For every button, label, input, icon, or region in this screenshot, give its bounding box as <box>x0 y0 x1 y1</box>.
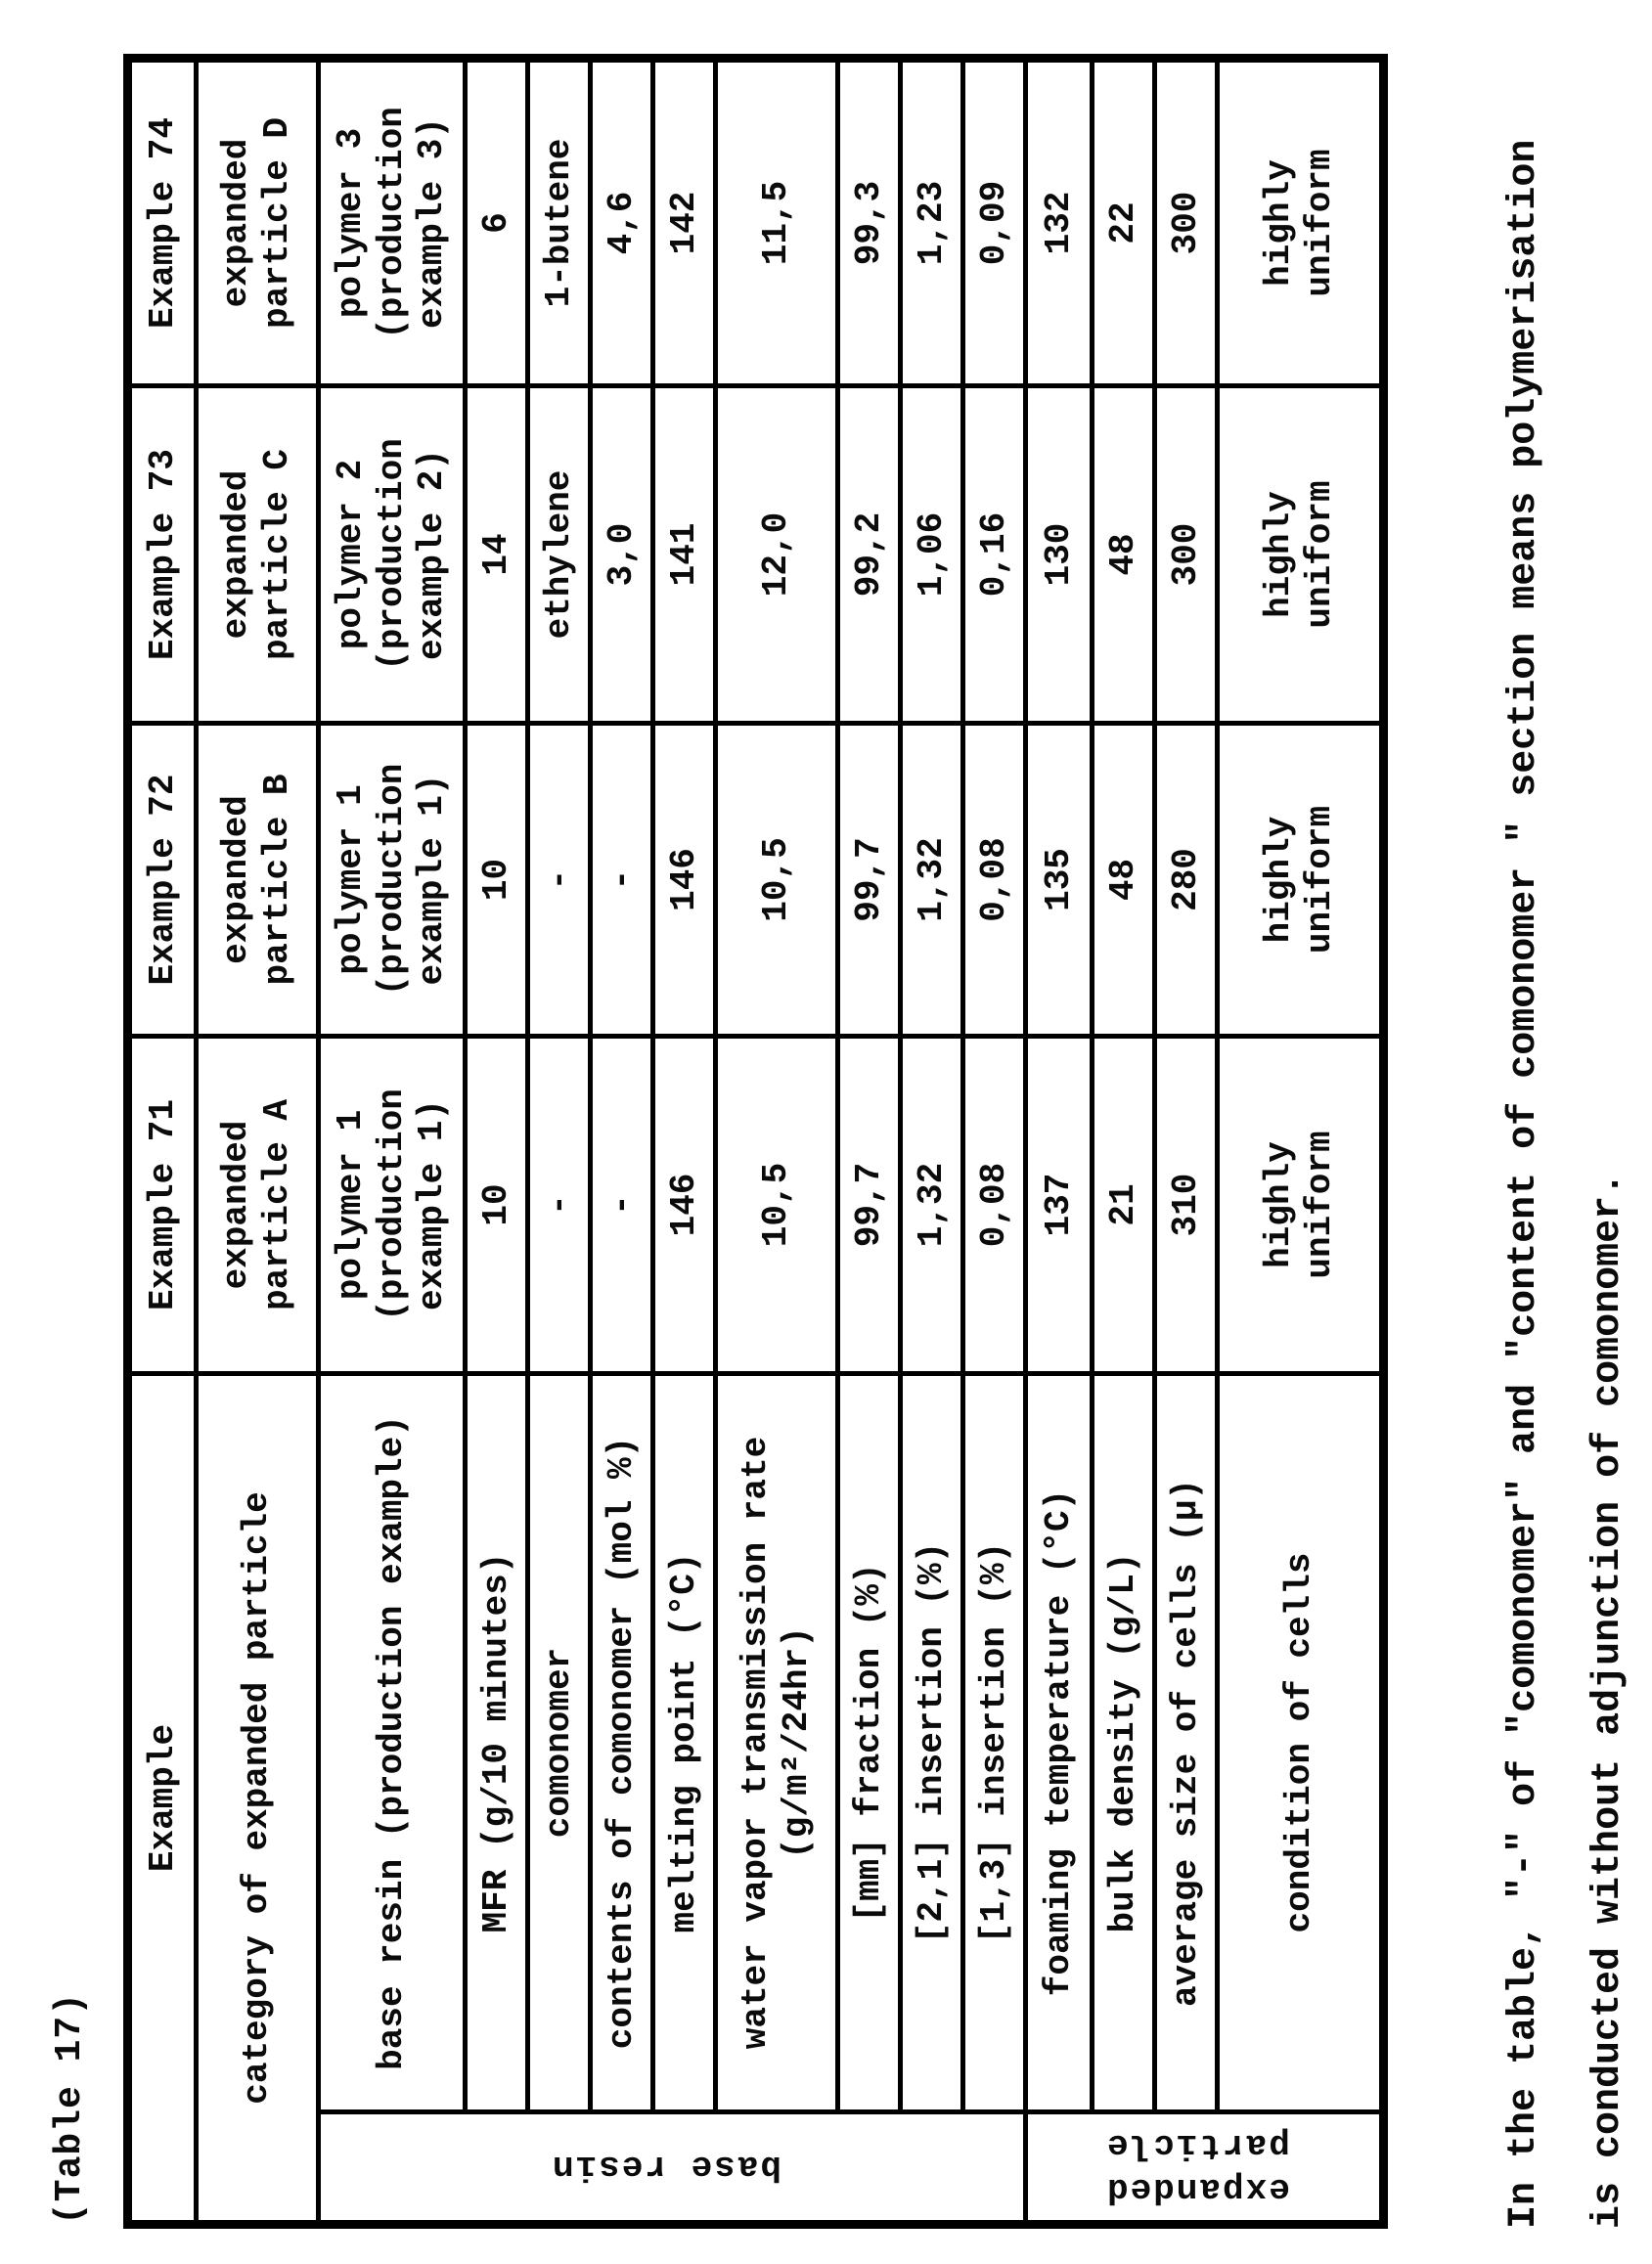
data-cell: highly uniform <box>1218 386 1384 724</box>
row-label: MFR (g/10 minutes) <box>466 1374 528 2112</box>
data-cell: 130 <box>1026 386 1093 724</box>
data-cell: expanded particle D <box>197 59 319 386</box>
table-caption: (Table 17) <box>49 1991 91 2225</box>
data-cell: 280 <box>1155 724 1218 1037</box>
data-cell: 10 <box>466 1037 528 1374</box>
data-cell: polymer 1 (production example 1) <box>319 1037 466 1374</box>
data-cell: 3,0 <box>591 386 653 724</box>
data-cell: 300 <box>1155 59 1218 386</box>
data-cell: 99,2 <box>838 386 901 724</box>
data-cell: - <box>528 724 591 1037</box>
data-cell: 132 <box>1026 59 1093 386</box>
table-row <box>197 59 319 2225</box>
row-label: comonomer <box>528 1374 591 2112</box>
row-label: [mm] fraction (%) <box>838 1374 901 2112</box>
data-cell: 6 <box>466 59 528 386</box>
row-group-expanded-particle <box>1026 2112 1384 2225</box>
data-cell: 1,06 <box>901 386 963 724</box>
data-cell: expanded particle C <box>197 386 319 724</box>
table-row <box>963 59 1026 2225</box>
table-row <box>653 59 716 2225</box>
table-row <box>1155 59 1218 2225</box>
data-cell: 12,0 <box>716 386 838 724</box>
table-row <box>128 59 197 2225</box>
data-cell: 137 <box>1026 1037 1093 1374</box>
corner-header: Example <box>128 1374 197 2225</box>
footnote-line: In the table, "-" of "comonomer" and "content of comonomer " section means polymerisation <box>1502 139 1546 2229</box>
row-label: foaming temperature (°C) <box>1026 1374 1093 2112</box>
data-cell: 99,7 <box>838 1037 901 1374</box>
column-header: Example 74 <box>128 59 197 386</box>
data-cell: 0,08 <box>963 1037 1026 1374</box>
data-cell: 10,5 <box>716 1037 838 1374</box>
data-cell: 1-butene <box>528 59 591 386</box>
data-cell: 310 <box>1155 1037 1218 1374</box>
data-cell: 0,16 <box>963 386 1026 724</box>
data-cell: 99,3 <box>838 59 901 386</box>
row-label: [1,3] insertion (%) <box>963 1374 1026 2112</box>
data-cell: 146 <box>653 1037 716 1374</box>
data-cell: 1,23 <box>901 59 963 386</box>
footnote-line: is conducted without adjunction of comonomer. <box>1586 1172 1630 2229</box>
data-cell: 1,32 <box>901 724 963 1037</box>
data-cell: 99,7 <box>838 724 901 1037</box>
data-cell: expanded particle A <box>197 1037 319 1374</box>
table-row <box>1026 59 1093 2225</box>
data-cell: highly uniform <box>1218 724 1384 1037</box>
data-cell: - <box>591 1037 653 1374</box>
table-row <box>466 59 528 2225</box>
row-group-base-resin-label: base resin <box>551 2147 782 2188</box>
row-label: average size of cells (μ) <box>1155 1374 1218 2112</box>
data-cell: highly uniform <box>1218 1037 1384 1374</box>
data-cell: 21 <box>1093 1037 1155 1374</box>
data-cell: 0,08 <box>963 724 1026 1037</box>
table-row <box>716 59 838 2225</box>
data-cell: expanded particle B <box>197 724 319 1037</box>
data-cell: 142 <box>653 59 716 386</box>
data-cell: 141 <box>653 386 716 724</box>
row-label: melting point (°C) <box>653 1374 716 2112</box>
data-cell: polymer 1 (production example 1) <box>319 724 466 1037</box>
data-cell: - <box>591 724 653 1037</box>
data-cell: 48 <box>1093 386 1155 724</box>
data-cell: 11,5 <box>716 59 838 386</box>
column-header: Example 73 <box>128 386 197 724</box>
row-label: condition of cells <box>1218 1374 1384 2112</box>
row-label: bulk density (g/L) <box>1093 1374 1155 2112</box>
data-cell: 10,5 <box>716 724 838 1037</box>
data-cell: 22 <box>1093 59 1155 386</box>
data-cell: 14 <box>466 386 528 724</box>
table-row <box>901 59 963 2225</box>
table-row <box>1218 59 1384 2225</box>
row-label: water vapor transmission rate (g/m²/24hr) <box>716 1374 838 2112</box>
data-cell: 300 <box>1155 386 1218 724</box>
data-cell: 1,32 <box>901 1037 963 1374</box>
data-cell: polymer 3 (production example 3) <box>319 59 466 386</box>
table-row <box>319 59 466 2225</box>
data-cell: - <box>528 1037 591 1374</box>
data-cell: 146 <box>653 724 716 1037</box>
data-table <box>123 54 1388 2229</box>
footnote <box>1483 140 1651 2229</box>
column-header: Example 72 <box>128 724 197 1037</box>
row-label: base resin (production example) <box>319 1374 466 2112</box>
row-group-expanded-particle-label: expanded particle <box>1105 2125 1291 2209</box>
table-row <box>1093 59 1155 2225</box>
table-row <box>528 59 591 2225</box>
row-label: [2,1] insertion (%) <box>901 1374 963 2112</box>
data-cell: 135 <box>1026 724 1093 1037</box>
table-row <box>591 59 653 2225</box>
data-cell: ethylene <box>528 386 591 724</box>
row-group-base-resin <box>319 2112 1026 2225</box>
data-cell: 48 <box>1093 724 1155 1037</box>
column-header: Example 71 <box>128 1037 197 1374</box>
row-label: category of expanded particle <box>197 1374 319 2225</box>
data-cell: 4,6 <box>591 59 653 386</box>
row-label: contents of comonomer (mol %) <box>591 1374 653 2112</box>
data-cell: polymer 2 (production example 2) <box>319 386 466 724</box>
data-cell: 0,09 <box>963 59 1026 386</box>
data-cell: 10 <box>466 724 528 1037</box>
data-cell: highly uniform <box>1218 59 1384 386</box>
table-row <box>838 59 901 2225</box>
